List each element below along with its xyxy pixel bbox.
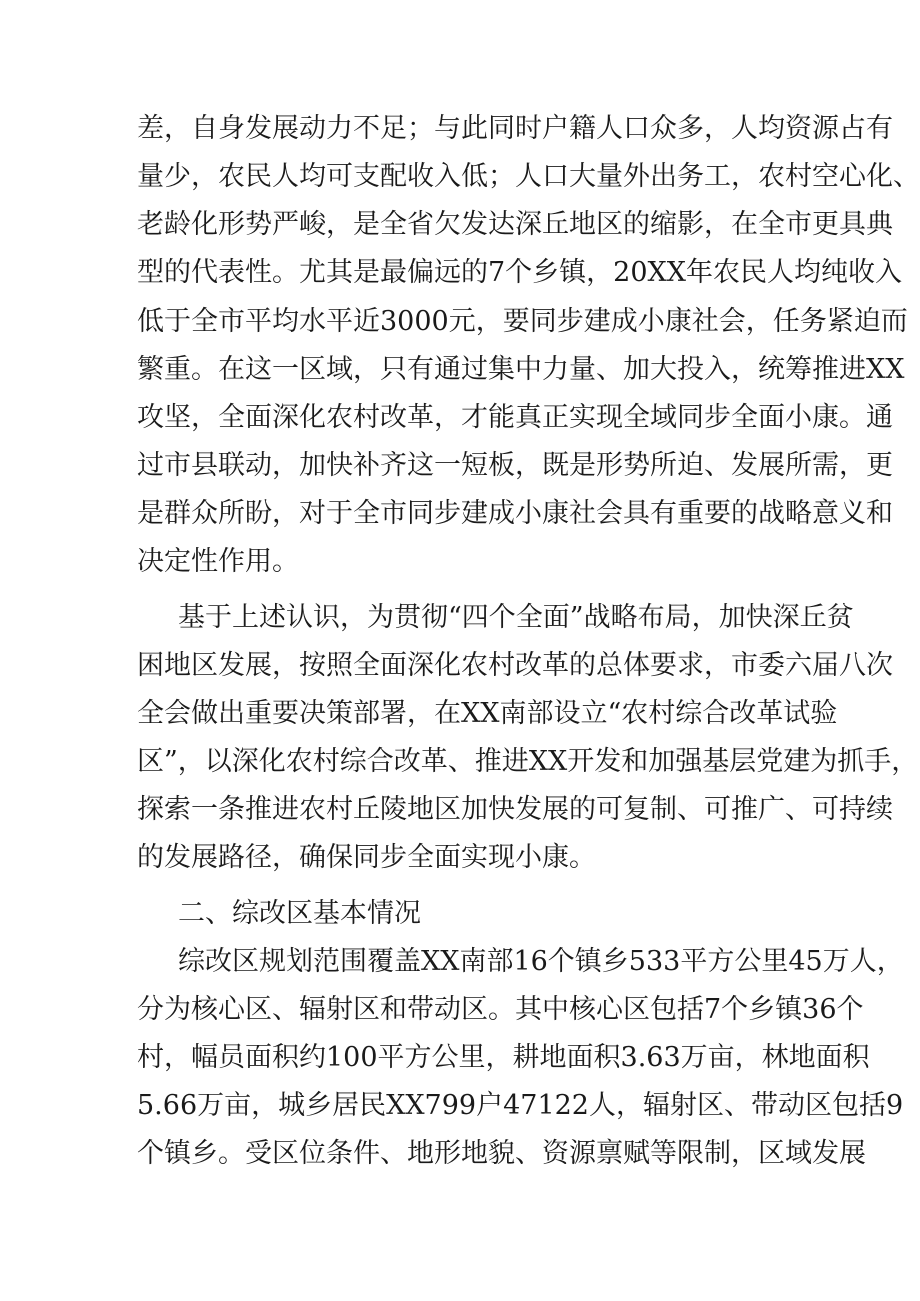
paragraph-line: 5.66万亩，城乡居民XX799户47122人，辐射区、带动区包括9: [137, 1090, 904, 1121]
paragraph-line: 的发展路径，确保同步全面实现小康。: [137, 842, 596, 873]
paragraph-line: 探索一条推进农村丘陵地区加快发展的可复制、可推广、可持续: [137, 794, 893, 825]
paragraph-line: 差，自身发展动力不足；与此同时户籍人口众多，人均资源占有: [137, 113, 893, 144]
paragraph-line: 老龄化形势严峻，是全省欠发达深丘地区的缩影，在全市更具典: [137, 209, 893, 240]
paragraph-line: 量少，农民人均可支配收入低；人口大量外出务工，农村空心化、: [137, 161, 920, 192]
paragraph-line: 综改区规划范围覆盖XX南部16个镇乡533平方公里45万人，: [178, 946, 904, 977]
paragraph-line: 决定性作用。: [137, 546, 299, 577]
paragraph-line: 繁重。在这一区域，只有通过集中力量、加大投入，统筹推进XX: [137, 354, 905, 385]
paragraph-line: 分为核心区、辐射区和带动区。其中核心区包括7个乡镇36个: [137, 994, 864, 1025]
paragraph-line: 攻坚，全面深化农村改革，才能真正实现全域同步全面小康。通: [137, 402, 893, 433]
paragraph-line: 基于上述认识，为贯彻“四个全面”战略布局，加快深丘贫: [178, 602, 854, 633]
paragraph-line: 全会做出重要决策部署，在XX南部设立“农村综合改革试验: [137, 698, 838, 729]
paragraph-line: 低于全市平均水平近3000元，要同步建成小康社会，任务紧迫而: [137, 306, 908, 337]
paragraph-line: 个镇乡。受区位条件、地形地貌、资源禀赋等限制，区域发展: [137, 1138, 866, 1169]
paragraph-line: 是群众所盼，对于全市同步建成小康社会具有重要的战略意义和: [137, 498, 893, 529]
section-heading: 二、综改区基本情况: [178, 898, 421, 929]
paragraph-line: 村，幅员面积约100平方公里，耕地面积3.63万亩，林地面积: [137, 1042, 870, 1073]
paragraph-line: 区”，以深化农村综合改革、推进XX开发和加强基层党建为抓手，: [137, 746, 919, 777]
paragraph-line: 型的代表性。尤其是最偏远的7个乡镇，20XX年农民人均纯收入: [137, 257, 902, 288]
paragraph-line: 困地区发展，按照全面深化农村改革的总体要求，市委六届八次: [137, 650, 893, 681]
paragraph-line: 过市县联动，加快补齐这一短板，既是形势所迫、发展所需，更: [137, 450, 893, 481]
